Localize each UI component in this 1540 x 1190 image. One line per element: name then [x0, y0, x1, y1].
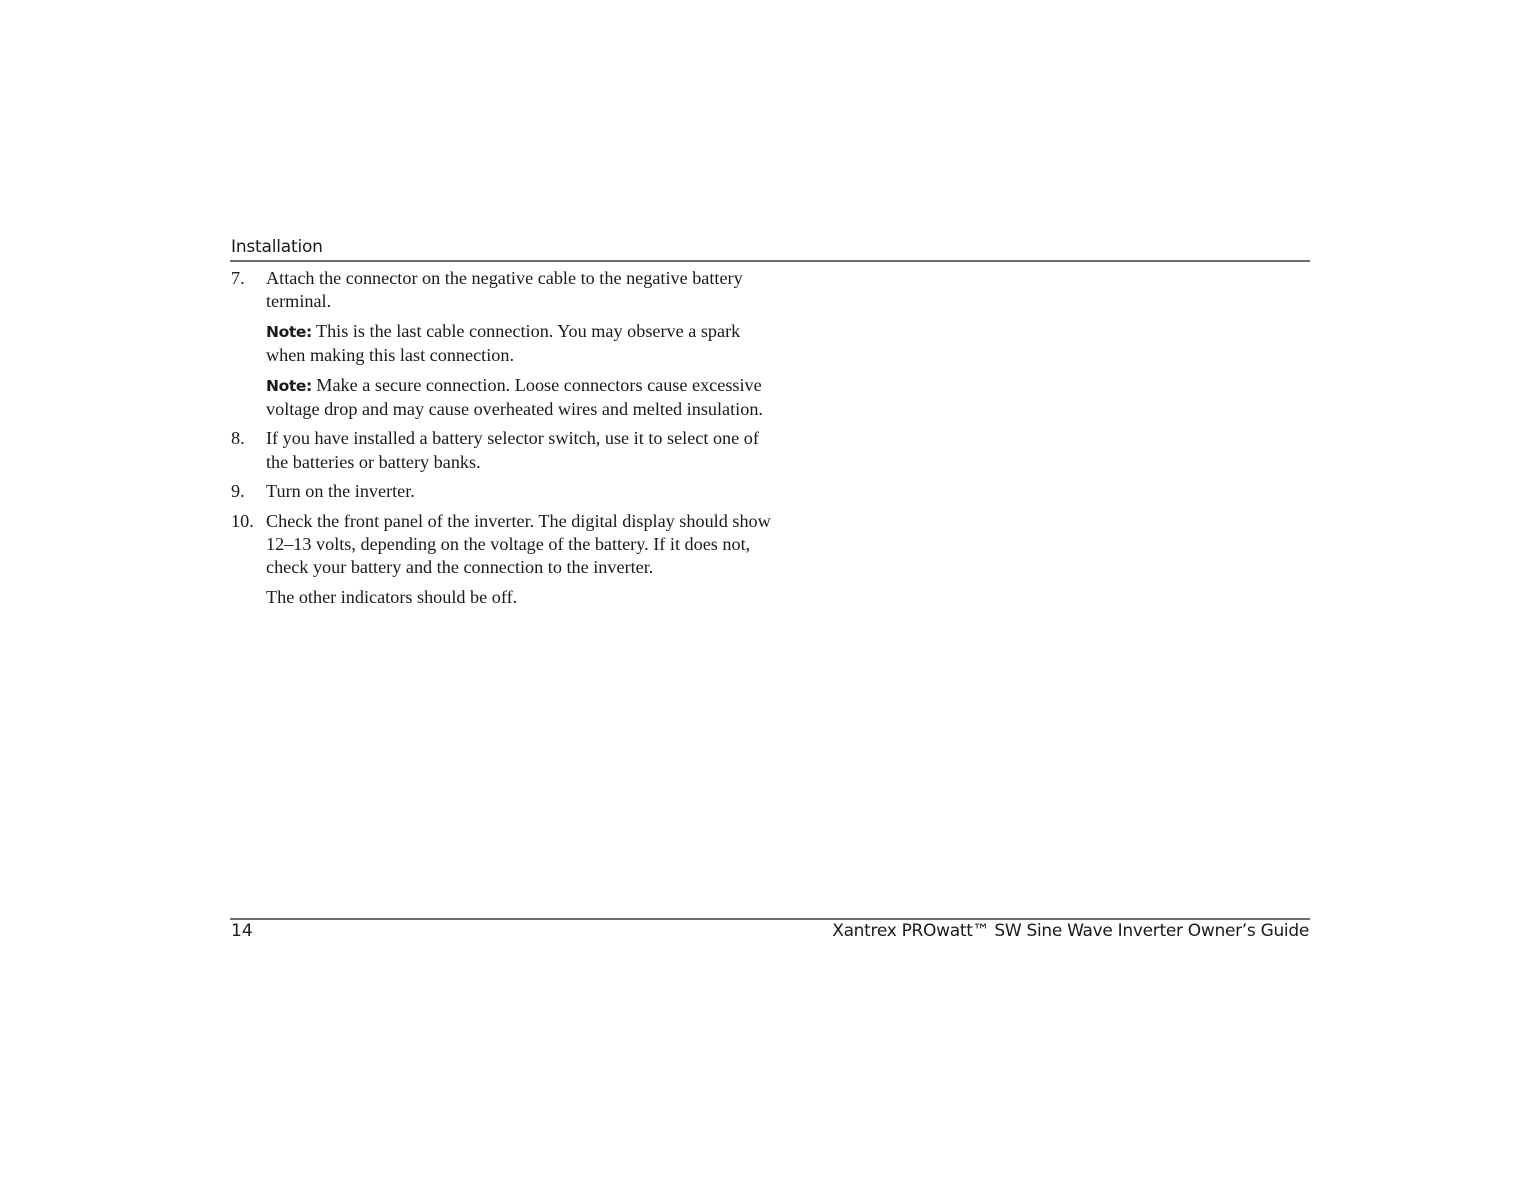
- step-text: If you have installed a battery selector switch, use it to select one of the batteries or battery banks.: [266, 428, 759, 472]
- step-9: [231, 480, 771, 503]
- step-number: 10.: [231, 510, 254, 531]
- step-number: 8.: [231, 428, 245, 449]
- instruction-steps: [231, 267, 771, 615]
- note-label: Note:: [266, 376, 312, 395]
- note-text: This is the last cable connection. You may observe a spark when making this last connection.: [266, 320, 741, 366]
- header-rule: [230, 260, 1310, 262]
- step-text: Turn on the inverter.: [266, 481, 415, 502]
- step-7: [231, 267, 771, 314]
- step-8: [231, 427, 771, 474]
- running-header-section-title: Installation: [231, 237, 323, 257]
- footer-document-title: Xantrex PROwatt™ SW Sine Wave Inverter Owner’s Guide: [832, 921, 1309, 941]
- step-text: Attach the connector on the negative cable to the negative battery terminal.: [266, 268, 743, 312]
- step-number: 7.: [231, 268, 245, 288]
- step-10: [231, 510, 771, 580]
- note-label: Note:: [266, 322, 312, 341]
- note-text: Make a secure connection. Loose connectors cause excessive voltage drop and may cause overheated wires and melted insulation.: [266, 374, 763, 420]
- step-10-followup: The other indicators should be off.: [266, 586, 518, 607]
- page-number: 14: [231, 921, 253, 941]
- note-2: [231, 374, 771, 422]
- step-number: 9.: [231, 481, 245, 502]
- step-text: Check the front panel of the inverter. The digital display should show 12–13 volts, depending on the voltage of the battery. If it does not, check your battery and the connection to the inverter.: [266, 510, 771, 578]
- note-1: [231, 320, 771, 368]
